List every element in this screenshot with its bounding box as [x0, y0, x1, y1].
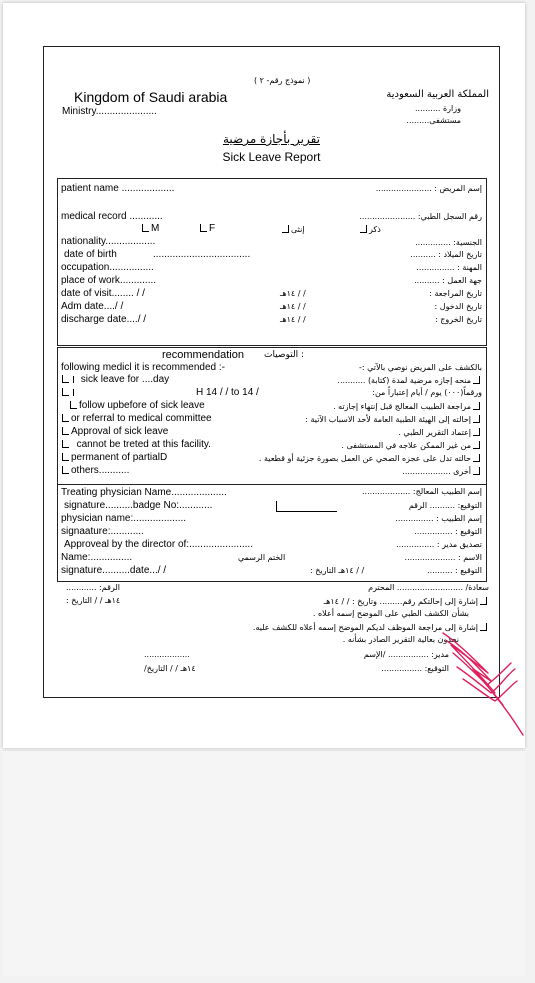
visit-date-hijri: / / ١٤هـ	[280, 289, 306, 298]
others-ar: أخرى ...................	[402, 467, 482, 476]
ministry-ar: وزارة ..........	[415, 104, 461, 113]
nationality-en: nationality..................	[61, 236, 156, 247]
treating-physician-en: Treating physician Name....................	[61, 487, 227, 498]
others-checkbox[interactable]	[62, 466, 69, 474]
physician-section	[57, 484, 487, 582]
kingdom-en: Kingdom of Saudi arabia	[74, 89, 228, 105]
director-name-en: Name:...............	[61, 552, 133, 563]
sick-leave-ar-checkbox[interactable]	[473, 376, 480, 384]
title-en: Sick Leave Report	[222, 150, 321, 164]
gender-female: F	[198, 224, 215, 234]
footer-referral-checkbox[interactable]	[480, 597, 487, 605]
signaature-ar: التوقيع : ...............	[414, 527, 482, 536]
discharge-date-ar: تاريخ الخروج :	[435, 315, 482, 324]
footer-date: ١٤هـ / / التاريخ :	[66, 596, 121, 605]
patient-name-ar: إسم المريض : ......................	[375, 184, 482, 193]
approval-ar-checkbox[interactable]	[473, 428, 480, 436]
director-approval-en: Approveal by the director of:.......................	[64, 539, 253, 550]
facility-checkbox[interactable]	[62, 440, 69, 448]
signature-badge-ar: التوقيع: .......... الرقم	[408, 501, 482, 510]
committee-ar: إحالته إلى الهيئة الطبية العامة لأحد الاسباب الآتية :	[305, 415, 482, 424]
female-ar-checkbox[interactable]	[282, 225, 289, 233]
recommendation-heading-ar: : التوصيات	[264, 350, 305, 360]
approval-ar: إعتماد التقرير الطبي .	[398, 428, 482, 437]
title-ar: تقرير بأجازة مرضية	[222, 132, 321, 146]
committee-ar-checkbox[interactable]	[473, 415, 480, 423]
ministry-en: Ministry......................	[62, 106, 157, 117]
kingdom-ar: المملكة العربية السعودية	[386, 89, 489, 100]
occupation-ar: المهنة : ...............	[416, 263, 482, 272]
dob-ar: تاريخ الميلاد : ..........	[410, 250, 482, 259]
approval-en: Approval of sick leave	[60, 427, 168, 437]
permanent-ar-checkbox[interactable]	[473, 454, 480, 462]
facility-ar: من غير الممكن علاجه في المستشفى .	[341, 441, 482, 450]
document-page	[3, 3, 525, 748]
director-name-ar: الاسم : ....................	[404, 553, 482, 562]
facility-en: cannot be treted at this facility.	[60, 440, 211, 450]
physician-name-ar: إسم الطبيب : ...............	[395, 514, 482, 523]
footer-director-dots: ..................	[144, 650, 190, 659]
treating-physician-ar: إسم الطبيب المعالج: ...................	[362, 487, 482, 496]
approval-checkbox[interactable]	[62, 427, 69, 435]
gender-female-ar: إنثى	[280, 225, 305, 234]
followup-ar: مراجعة الطبيب المعالج قبل إنتهاء إجازته .	[333, 402, 482, 411]
footer-number: الرقم: ............	[66, 583, 120, 592]
signature-badge-en: signature..........badge No:............	[64, 500, 213, 511]
female-checkbox[interactable]	[200, 224, 207, 232]
footer-director-name: مدير: ................ /الإسم	[363, 650, 449, 659]
followup-checkbox[interactable]	[70, 401, 77, 409]
occupation-en: occupation................	[61, 262, 154, 273]
permanent-checkbox[interactable]	[62, 453, 69, 461]
place-of-work-en: place of work.............	[61, 275, 157, 286]
male-checkbox[interactable]	[142, 224, 149, 232]
physician-name-en: physician name:...................	[61, 513, 187, 524]
sick-leave-en: sick leave for ....day	[60, 375, 169, 385]
committee-checkbox[interactable]	[62, 414, 69, 422]
dob-en: date of birth	[64, 249, 117, 260]
adm-date-ar: تاريخ الدخول :	[434, 302, 482, 311]
signature-date-en: signature..........date.../ /	[61, 565, 167, 576]
footer-director-date: ١٤هـ / / التاريخ/	[144, 664, 196, 673]
footer-addressee: سعادة/ .......................... المحترم	[368, 583, 489, 592]
handwritten-signature	[433, 623, 528, 743]
sick-leave-form	[43, 46, 500, 698]
badge-box	[276, 501, 337, 512]
visit-date-en: date of visit........ / /	[61, 288, 145, 299]
director-approval-ar: تصديق مدير : ...............	[396, 540, 482, 549]
followup-ar-checkbox[interactable]	[473, 402, 480, 410]
intro-ar: بالكشف على المريض نوصي بالآتي :-	[359, 363, 482, 372]
footer-employee-review: إشارة إلى مراجعة الموظف لديكم الموضح إسمه أعلاه للكشف عليه.	[253, 623, 489, 632]
adm-date-en: Adm date..../ /	[61, 301, 124, 312]
gender-male: M	[140, 224, 159, 234]
medical-record-ar: رقم السجل الطبي: ......................	[359, 212, 482, 221]
sick-leave-ar: منحه إجازه مرضية لمدة (كتابة) ...........	[337, 376, 482, 385]
footer-medical-exam: بشأن الكشف الطبي على الموضح إسمه أعلاه .	[312, 609, 469, 618]
footer-referral: إشارة إلى إحالتكم رقم......... وتاريخ : / / ١٤هـ	[324, 597, 489, 606]
period-ar: ورقماً(٠٠٠) يوم / أيام إعتباراً من:	[372, 388, 482, 397]
medical-record-en: medical record ............	[61, 211, 163, 222]
visit-date-ar: تاريخ المراجعة :	[429, 289, 482, 298]
facility-ar-checkbox[interactable]	[473, 441, 480, 449]
recommendation-heading-en: recommendation	[162, 349, 244, 361]
signature-date-hijri: / / ١٤هـ التاريخ :	[310, 566, 365, 575]
recommendation-section	[57, 347, 487, 485]
male-ar-checkbox[interactable]	[360, 225, 367, 233]
footer-attached-report: نحدون بعالية التقرير الصادر بشأنه .	[342, 635, 459, 644]
followup-en: follow upbefore of sick leave	[68, 401, 205, 411]
nationality-ar: الجنسية: ..............	[415, 238, 482, 247]
signature-date-ar: التوقيع : ..........	[427, 566, 482, 575]
period-en: H 14 / / to 14 /	[60, 388, 259, 398]
patient-name-en: patient name ...................	[61, 183, 175, 194]
discharge-date-hijri: / / ١٤هـ	[280, 315, 306, 324]
footer-director-signature: التوقيع: ................	[381, 664, 449, 673]
dob-dots: ...................................	[153, 249, 251, 260]
others-ar-checkbox[interactable]	[473, 467, 480, 475]
sick-leave-checkbox[interactable]	[62, 375, 69, 383]
official-stamp-ar: الختم الرسمي	[238, 553, 286, 562]
page-background-lower	[3, 750, 525, 976]
gender-male-ar: ذكر	[358, 225, 381, 234]
hospital-ar: مستشفى.........	[406, 116, 461, 125]
permanent-ar: حالته تدل على عجزه الصحي عن العمل بصورة جزئية أو قطعية .	[259, 454, 482, 463]
adm-date-hijri: / / ١٤هـ	[280, 302, 306, 311]
permanent-en: permanent of partialD	[60, 453, 167, 463]
discharge-date-en: discharge date..../ /	[61, 314, 147, 325]
form-number: ( نموذج رقم- ٢ )	[254, 76, 311, 85]
others-en: others...........	[60, 466, 129, 476]
signaature-en: signaature:............	[61, 526, 144, 537]
intro-en: following medicl it is recommended :-	[61, 362, 225, 373]
place-of-work-ar: جهة العمل : ..........	[414, 276, 482, 285]
patient-section	[57, 178, 487, 346]
committee-en: or referral to medical committee	[60, 414, 212, 424]
